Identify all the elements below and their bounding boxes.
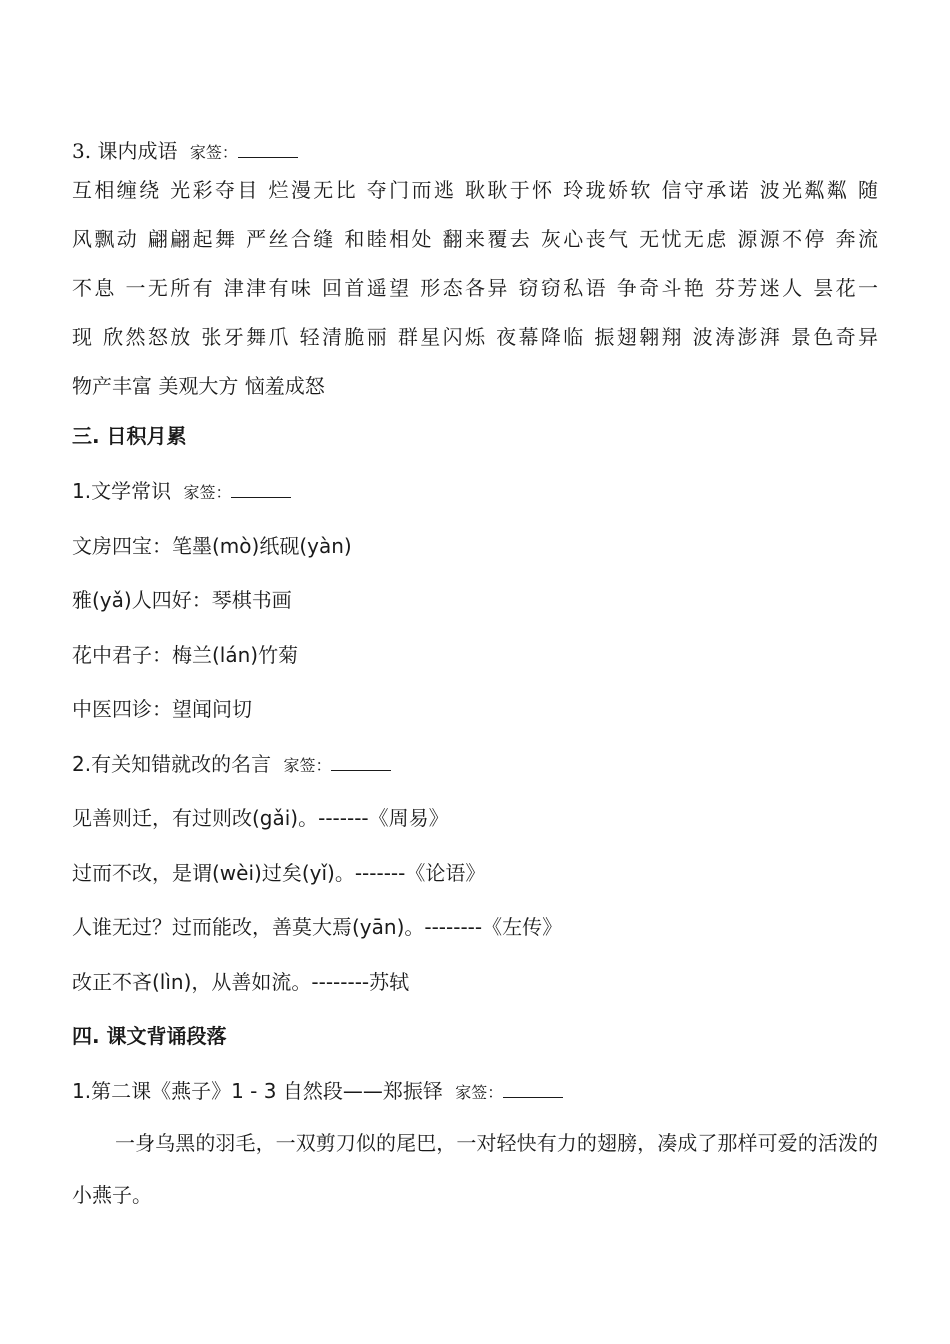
item-title: 2.有关知错就改的名言 [72, 752, 272, 776]
idiom-line: 物产丰富 美观大方 恼羞成怒 [72, 374, 325, 398]
literature-line: 雅(yǎ)人四好：琴棋书画 [72, 588, 292, 612]
literature-line: 中医四诊：望闻问切 [72, 697, 252, 721]
parent-sign-label: 家签： [183, 483, 232, 502]
recitation-paragraph: 一身乌黑的羽毛，一双剪刀似的尾巴，一对轻快有力的翅膀，凑成了那样可爱的活泼的小燕子。 [72, 1131, 878, 1207]
quote-line: 过而不改，是谓(wèi)过矣(yǐ)。-------《论语》 [72, 861, 486, 885]
idiom-line: 风飘动 翩翩起舞 严丝合缝 和睦相处 翻来覆去 灰心丧气 无忧无虑 源源不停 奔流 [72, 227, 878, 251]
parent-sign-label: 家签： [189, 143, 238, 162]
quote-line: 见善则迁，有过则改(gǎi)。-------《周易》 [72, 806, 449, 830]
part-title-recitation: 四. 课文背诵段落 [72, 1024, 227, 1048]
item-heading-quotes [72, 748, 391, 777]
signature-blank [238, 143, 298, 158]
quote-line: 人谁无过？过而能改，善莫大焉(yān)。--------《左传》 [72, 915, 563, 939]
idiom-line: 不息 一无所有 津津有味 回首遥望 形态各异 窃窃私语 争奇斗艳 芬芳迷人 昙花一 [72, 276, 878, 300]
section-title: 3. 课内成语 [72, 139, 178, 163]
signature-blank [503, 1083, 563, 1098]
idiom-line: 现 欣然怒放 张牙舞爪 轻清脆丽 群星闪烁 夜幕降临 振翅翱翔 波涛澎湃 景色奇异 [72, 325, 878, 349]
item-title: 1.文学常识 [72, 479, 172, 503]
idiom-line: 互相缠绕 光彩夺目 烂漫无比 夺门而逃 耿耿于怀 玲珑娇软 信守承诺 波光粼粼 随 [72, 178, 878, 202]
item-heading-literature [72, 475, 291, 504]
item-heading-swallow [72, 1075, 563, 1104]
idiom-list [72, 174, 878, 419]
section-heading-idioms [72, 135, 298, 164]
item-title: 1.第二课《燕子》1 - 3 自然段——郑振铎 [72, 1079, 443, 1103]
parent-sign-label: 家签： [455, 1083, 504, 1102]
quote-line: 改正不吝(lìn)，从善如流。--------苏轼 [72, 970, 410, 994]
literature-line: 花中君子：梅兰(lán)竹菊 [72, 643, 299, 667]
literature-line: 文房四宝：笔墨(mò)纸砚(yàn) [72, 534, 352, 558]
signature-blank [331, 756, 391, 771]
part-title-accumulation: 三. 日积月累 [72, 424, 187, 448]
signature-blank [231, 483, 291, 498]
parent-sign-label: 家签： [283, 756, 332, 775]
